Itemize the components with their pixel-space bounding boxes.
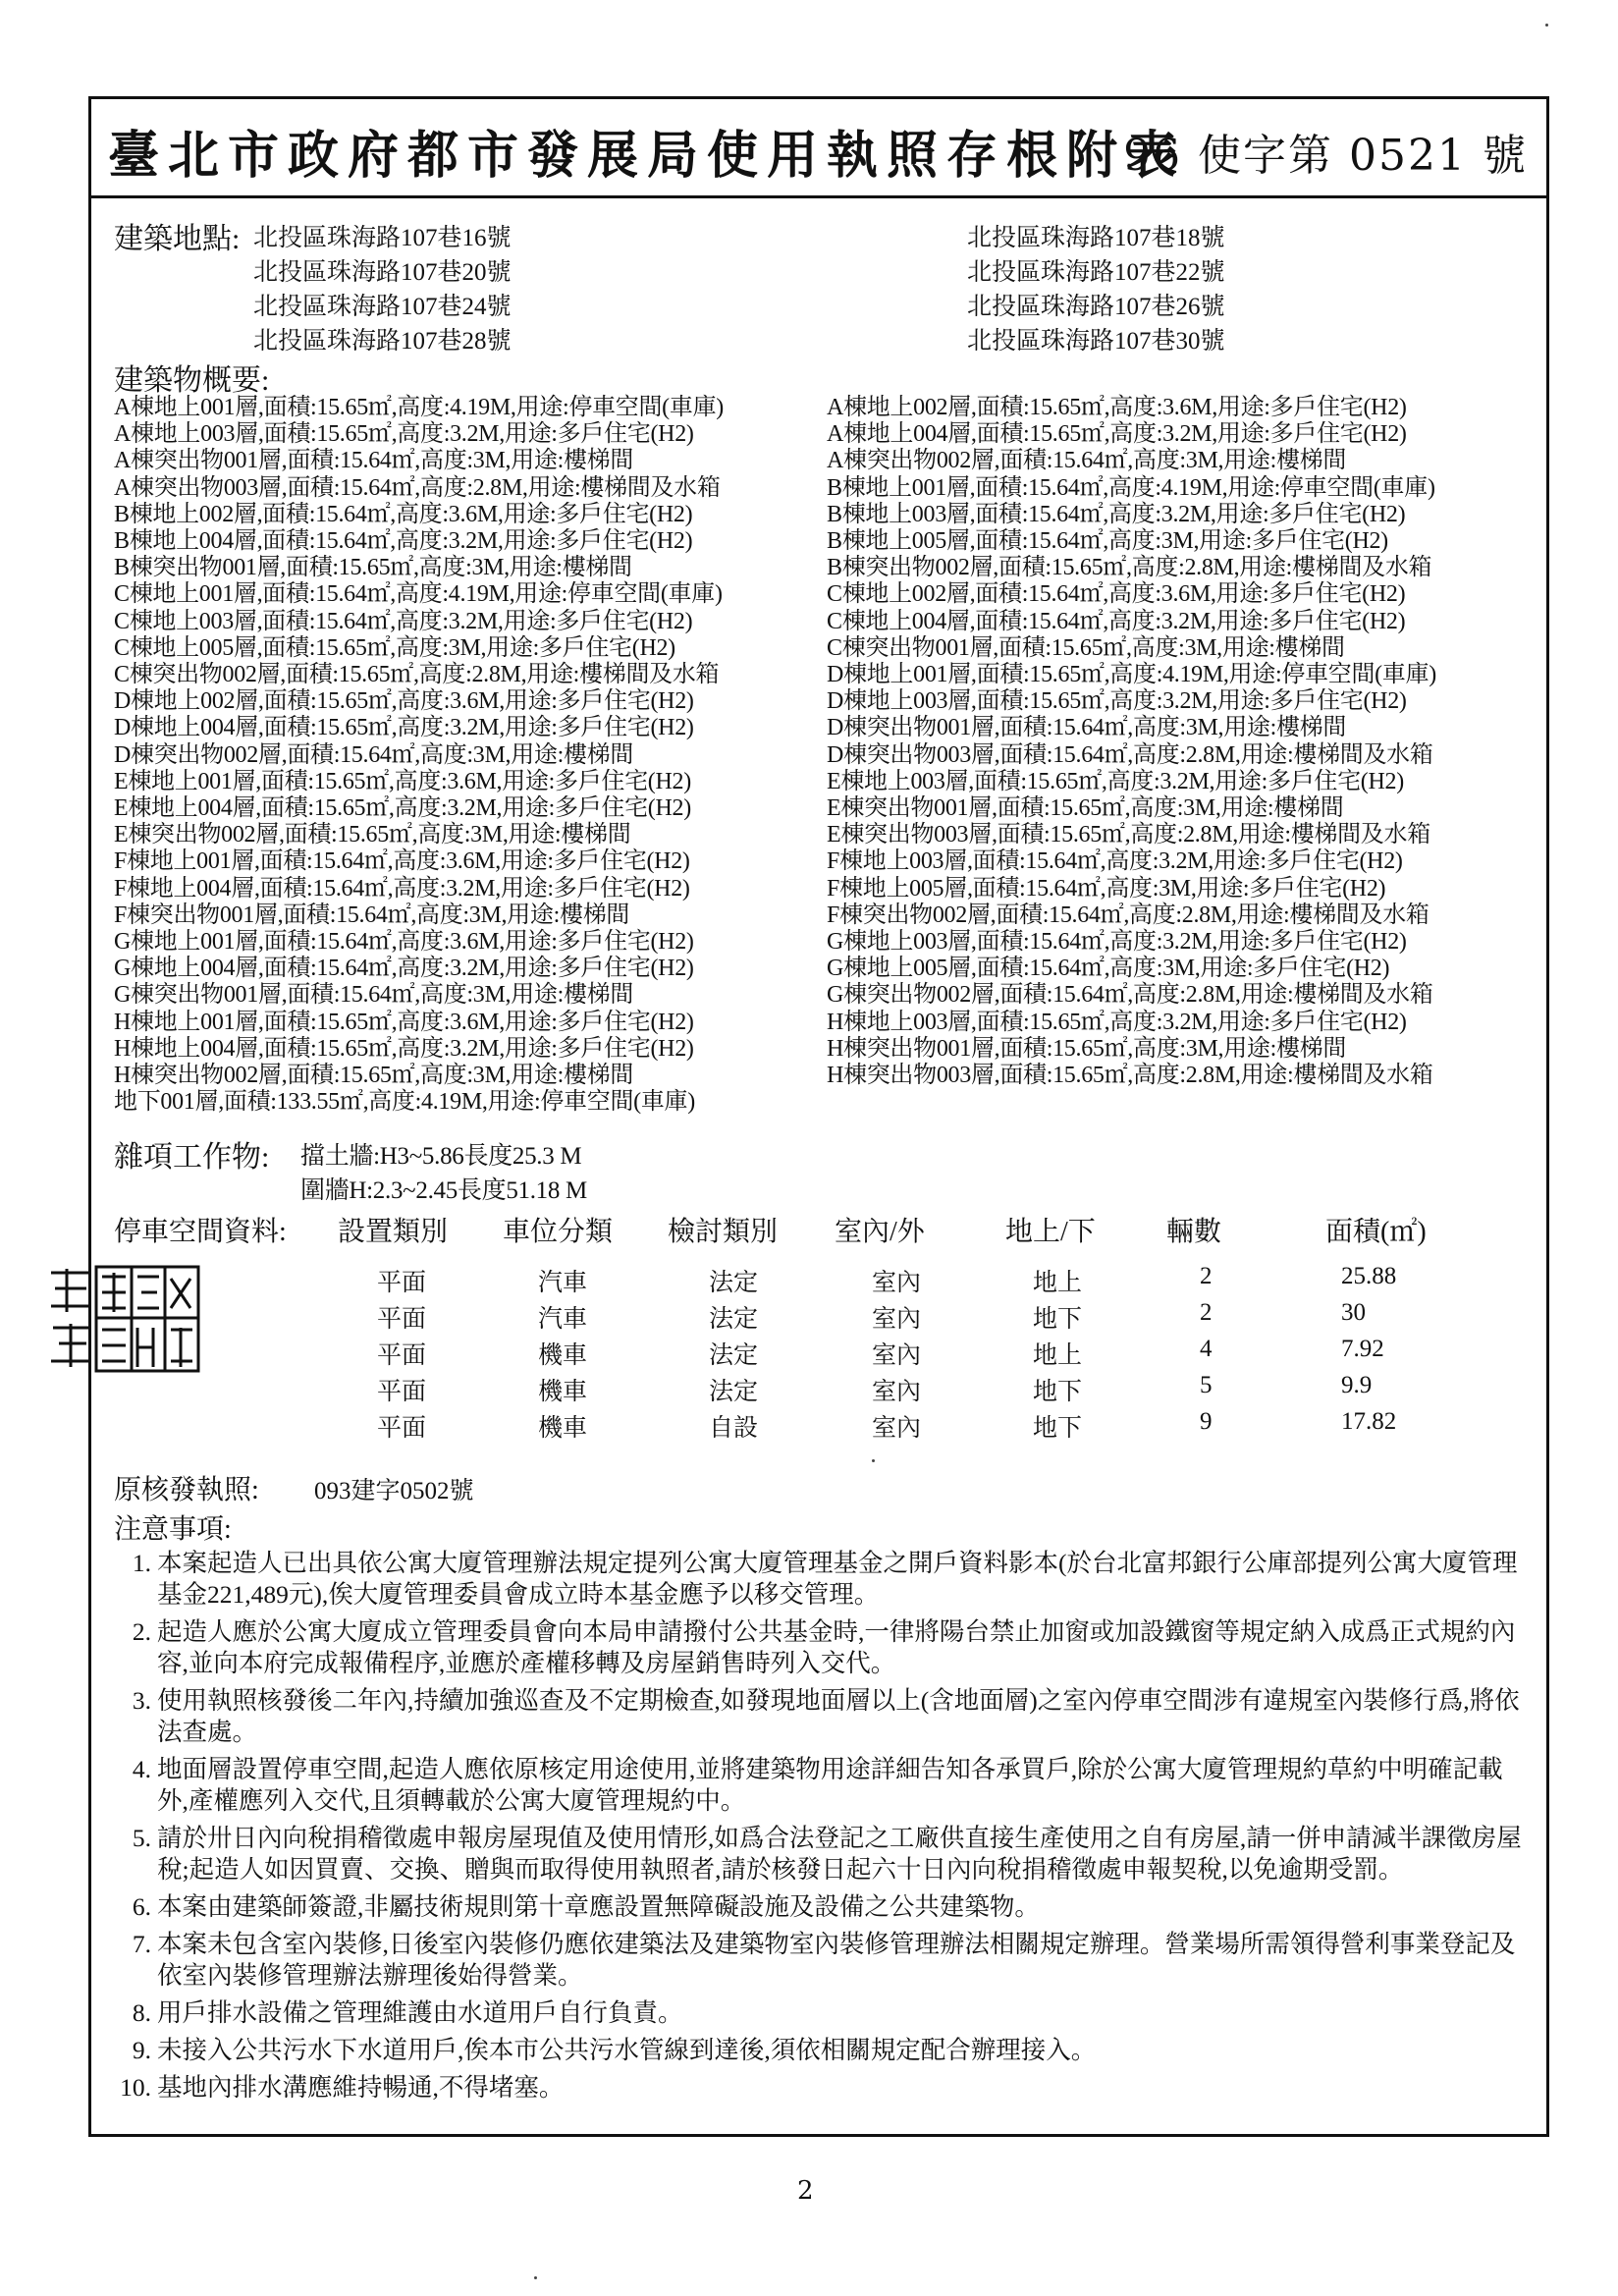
note-text: 地面層設置停車空間,起造人應依原核定用途使用,並將建築物用途詳細告知各承買戶,除於公寓大廈管理規約草約中明確記載外,產權應列入交代,且須轉載於公寓大廈管理規約中。 xyxy=(157,1755,1503,1815)
overview-entry: E棟地上001層,面積:15.65㎡,高度:3.6M,用途:多戶住宅(H2) xyxy=(114,768,691,794)
overview-entry: G棟地上001層,面積:15.64㎡,高度:3.6M,用途:多戶住宅(H2) xyxy=(114,929,694,955)
overview-entry: C棟地上005層,面積:15.65㎡,高度:3M,用途:多戶住宅(H2) xyxy=(114,634,675,661)
overview-entry: D棟地上002層,面積:15.65㎡,高度:3.6M,用途:多戶住宅(H2) xyxy=(114,688,694,715)
parking-cell: 法定 xyxy=(709,1306,759,1333)
overview-entry: C棟突出物002層,面積:15.65㎡,高度:2.8M,用途:樓梯間及水箱 xyxy=(114,662,720,687)
overview-entry: H棟突出物002層,面積:15.65㎡,高度:3M,用途:樓梯間 xyxy=(114,1063,634,1088)
overview-entry: F棟突出物002層,面積:15.64㎡,高度:2.8M,用途:樓梯間及水箱 xyxy=(827,902,1429,928)
parking-cell: 30 xyxy=(1341,1299,1366,1326)
retaining-wall: 擋土牆:H3~5.86長度25.3 M xyxy=(300,1143,582,1170)
overview-entry: D棟突出物001層,面積:15.64㎡,高度:3M,用途:樓梯間 xyxy=(827,715,1347,741)
overview-entry: F棟突出物001層,面積:15.64㎡,高度:3M,用途:樓梯間 xyxy=(114,902,630,928)
overview-entry: D棟地上001層,面積:15.65㎡,高度:4.19M,用途:停車空間(車庫) xyxy=(827,662,1436,687)
parking-cell: 地上 xyxy=(1033,1342,1083,1369)
overview-entry: 地下001層,面積:133.55㎡,高度:4.19M,用途:停車空間(車庫) xyxy=(114,1089,695,1116)
notes-list xyxy=(118,1548,1532,2109)
note-item xyxy=(118,1548,1532,1611)
note-text: 用戶排水設備之管理維護由水道用戶自行負責。 xyxy=(157,1998,683,2027)
overview-entry: F棟地上001層,面積:15.64㎡,高度:3.6M,用途:多戶住宅(H2) xyxy=(114,848,690,875)
overview-entry: B棟地上004層,面積:15.64㎡,高度:3.2M,用途:多戶住宅(H2) xyxy=(114,528,693,554)
parking-cell: 平面 xyxy=(377,1306,427,1333)
overview-entry: B棟地上002層,面積:15.64㎡,高度:3.6M,用途:多戶住宅(H2) xyxy=(114,501,693,527)
overview-entry: A棟地上004層,面積:15.65㎡,高度:3.2M,用途:多戶住宅(H2) xyxy=(827,421,1407,448)
parking-cell: 5 xyxy=(1200,1372,1213,1398)
parking-header: 設置類別 xyxy=(338,1217,449,1247)
overview-entry: E棟突出物003層,面積:15.65㎡,高度:2.8M,用途:樓梯間及水箱 xyxy=(827,822,1430,848)
overview-entry: G棟地上003層,面積:15.64㎡,高度:3.2M,用途:多戶住宅(H2) xyxy=(827,929,1407,955)
overview-entry: A棟突出物001層,面積:15.64㎡,高度:3M,用途:樓梯間 xyxy=(114,448,634,474)
overview-entry: B棟突出物001層,面積:15.65㎡,高度:3M,用途:樓梯間 xyxy=(114,555,632,581)
parking-header: 地上/下 xyxy=(1005,1217,1096,1247)
parking-cell: 室內 xyxy=(872,1415,922,1442)
overview-entry: F棟地上004層,面積:15.64㎡,高度:3.2M,用途:多戶住宅(H2) xyxy=(114,875,690,902)
permit-number: 96 使字第 0521 號 xyxy=(1123,131,1528,181)
note-text: 本案未包含室內裝修,日後室內裝修仍應依建築法及建築物室內裝修管理辦法相關規定辦理。營業場所需領得營利事業登記及依室內裝修管理辦法辦理後始得營業。 xyxy=(157,1930,1516,1990)
overview-entry: B棟突出物002層,面積:15.65㎡,高度:2.8M,用途:樓梯間及水箱 xyxy=(827,555,1432,581)
parking-cell: 法定 xyxy=(709,1270,759,1296)
note-item xyxy=(118,1891,1532,1923)
overview-entry: E棟突出物001層,面積:15.65㎡,高度:3M,用途:樓梯間 xyxy=(827,795,1344,821)
overview-entry: H棟地上003層,面積:15.65㎡,高度:3.2M,用途:多戶住宅(H2) xyxy=(827,1009,1407,1035)
note-item xyxy=(118,1616,1532,1679)
parking-cell: 汽車 xyxy=(538,1270,588,1296)
address-line: 北投區珠海路107巷28號 xyxy=(253,328,512,355)
overview-entry: E棟地上003層,面積:15.65㎡,高度:3.2M,用途:多戶住宅(H2) xyxy=(827,768,1404,794)
overview-entry: D棟地上003層,面積:15.65㎡,高度:3.2M,用途:多戶住宅(H2) xyxy=(827,688,1407,715)
overview-entry: C棟地上001層,面積:15.64㎡,高度:4.19M,用途:停車空間(車庫) xyxy=(114,581,723,608)
scan-speck xyxy=(534,2276,537,2279)
note-text: 基地內排水溝應維持暢通,不得堵塞。 xyxy=(157,2073,565,2102)
note-text: 起造人應於公寓大廈成立管理委員會向本局申請撥付公共基金時,一律將陽台禁止加窗或加設鐵窗等規定納入成爲正式規約內容,並向本府完成報備程序,並應於產權移轉及房屋銷售時列入交代。 xyxy=(157,1617,1516,1677)
parking-header: 檢討類別 xyxy=(668,1217,779,1247)
note-text: 使用執照核發後二年內,持續加強巡查及不定期檢查,如發現地面層以上(含地面層)之室內停車空間涉有違規室內裝修行爲,將依法查處。 xyxy=(157,1686,1520,1746)
overview-entry: B棟地上001層,面積:15.64㎡,高度:4.19M,用途:停車空間(車庫) xyxy=(827,474,1435,501)
parking-cell: 地上 xyxy=(1033,1270,1083,1296)
notes-label: 注意事項: xyxy=(114,1514,232,1545)
overview-label: 建築物概要: xyxy=(114,364,270,397)
parking-cell: 2 xyxy=(1200,1299,1213,1326)
note-number: 2. xyxy=(132,1617,151,1646)
parking-cell: 平面 xyxy=(377,1342,427,1369)
overview-entry: D棟地上004層,面積:15.65㎡,高度:3.2M,用途:多戶住宅(H2) xyxy=(114,715,694,741)
address-label: 建築地點: xyxy=(114,223,241,255)
overview-entry: E棟突出物002層,面積:15.65㎡,高度:3M,用途:樓梯間 xyxy=(114,822,631,848)
overview-entry: C棟地上004層,面積:15.64㎡,高度:3.2M,用途:多戶住宅(H2) xyxy=(827,608,1406,634)
parking-label: 停車空間資料: xyxy=(114,1217,287,1247)
note-number: 1. xyxy=(132,1549,151,1577)
scan-speck xyxy=(872,1459,875,1462)
parking-cell: 9.9 xyxy=(1341,1372,1373,1398)
overview-entry: F棟地上005層,面積:15.64㎡,高度:3M,用途:多戶住宅(H2) xyxy=(827,875,1386,902)
parking-header: 面積(㎡) xyxy=(1325,1217,1427,1247)
overview-entry: D棟突出物002層,面積:15.64㎡,高度:3M,用途:樓梯間 xyxy=(114,741,634,768)
address-line: 北投區珠海路107巷20號 xyxy=(253,259,512,286)
parking-cell: 室內 xyxy=(872,1270,922,1296)
note-text: 未接入公共污水下水道用戶,俟本市公共污水管線到達後,須依相關規定配合辦理接入。 xyxy=(157,2036,1097,2064)
note-number: 4. xyxy=(132,1755,151,1783)
parking-cell: 法定 xyxy=(709,1342,759,1369)
parking-cell: 4 xyxy=(1200,1336,1213,1362)
overview-entry: G棟突出物002層,面積:15.64㎡,高度:2.8M,用途:樓梯間及水箱 xyxy=(827,982,1433,1009)
parking-cell: 機車 xyxy=(538,1379,588,1405)
parking-cell: 平面 xyxy=(377,1379,427,1405)
overview-entry: H棟地上004層,面積:15.65㎡,高度:3.2M,用途:多戶住宅(H2) xyxy=(114,1035,694,1062)
note-number: 3. xyxy=(132,1686,151,1715)
overview-entry: G棟地上004層,面積:15.64㎡,高度:3.2M,用途:多戶住宅(H2) xyxy=(114,956,694,982)
parking-cell: 室內 xyxy=(872,1306,922,1333)
address-line: 北投區珠海路107巷16號 xyxy=(253,225,512,251)
note-number: 6. xyxy=(132,1892,151,1921)
parking-cell: 地下 xyxy=(1033,1379,1083,1405)
parking-cell: 自設 xyxy=(709,1415,759,1442)
address-line: 北投區珠海路107巷24號 xyxy=(253,294,512,320)
overview-entry: C棟地上003層,面積:15.64㎡,高度:3.2M,用途:多戶住宅(H2) xyxy=(114,608,693,634)
scan-speck xyxy=(1545,24,1548,27)
note-item xyxy=(118,2035,1532,2066)
overview-entry: A棟突出物002層,面積:15.64㎡,高度:3M,用途:樓梯間 xyxy=(827,448,1347,474)
parking-header: 車位分類 xyxy=(503,1217,614,1247)
overview-entry: D棟突出物003層,面積:15.64㎡,高度:2.8M,用途:樓梯間及水箱 xyxy=(827,741,1433,768)
overview-entry: F棟地上003層,面積:15.64㎡,高度:3.2M,用途:多戶住宅(H2) xyxy=(827,848,1403,875)
note-item xyxy=(118,1929,1532,1992)
page-title: 臺北市政府都市發展局使用執照存根附表 xyxy=(108,126,1187,186)
parking-cell: 機車 xyxy=(538,1342,588,1369)
overview-entry: H棟地上001層,面積:15.65㎡,高度:3.6M,用途:多戶住宅(H2) xyxy=(114,1009,694,1035)
official-seal xyxy=(43,1259,204,1377)
title-bar xyxy=(88,96,1549,198)
note-text: 本案由建築師簽證,非屬技術規則第十章應設置無障礙設施及設備之公共建築物。 xyxy=(157,1892,1040,1921)
note-item xyxy=(118,2072,1532,2104)
address-line: 北投區珠海路107巷18號 xyxy=(967,225,1225,251)
parking-cell: 25.88 xyxy=(1341,1263,1397,1289)
parking-cell: 17.82 xyxy=(1341,1408,1397,1435)
parking-cell: 平面 xyxy=(377,1415,427,1442)
overview-entry: A棟地上002層,面積:15.65㎡,高度:3.6M,用途:多戶住宅(H2) xyxy=(827,395,1407,420)
overview-entry: A棟突出物003層,面積:15.64㎡,高度:2.8M,用途:樓梯間及水箱 xyxy=(114,474,721,501)
overview-entry: A棟地上003層,面積:15.65㎡,高度:3.2M,用途:多戶住宅(H2) xyxy=(114,421,694,448)
parking-header: 室內/外 xyxy=(835,1217,925,1247)
note-number: 10. xyxy=(120,2073,151,2102)
overview-entry: E棟地上004層,面積:15.65㎡,高度:3.2M,用途:多戶住宅(H2) xyxy=(114,795,691,821)
overview-entry: C棟地上002層,面積:15.64㎡,高度:3.6M,用途:多戶住宅(H2) xyxy=(827,581,1406,608)
note-number: 9. xyxy=(132,2036,151,2064)
page-number: 2 xyxy=(797,2176,814,2206)
overview-entry: B棟地上003層,面積:15.64㎡,高度:3.2M,用途:多戶住宅(H2) xyxy=(827,501,1406,527)
misc-label: 雜項工作物: xyxy=(114,1141,270,1174)
parking-cell: 7.92 xyxy=(1341,1336,1384,1362)
note-number: 7. xyxy=(132,1930,151,1958)
overview-entry: B棟地上005層,面積:15.64㎡,高度:3M,用途:多戶住宅(H2) xyxy=(827,528,1388,554)
original-permit-label: 原核發執照: xyxy=(114,1475,259,1505)
parking-cell: 法定 xyxy=(709,1379,759,1405)
note-text: 請於卅日內向稅捐稽徵處申報房屋現值及使用情形,如爲合法登記之工廠供直接生產使用之自有房屋,請一併申請減半課徵房屋稅;起造人如因買賣、交換、贈與而取得使用執照者,請於核發日起六十日內向稅捐稽徵處申報契稅,以免逾期受罰。 xyxy=(157,1824,1522,1884)
parking-cell: 汽車 xyxy=(538,1306,588,1333)
note-number: 5. xyxy=(132,1824,151,1852)
parking-cell: 室內 xyxy=(872,1379,922,1405)
overview-entry: C棟突出物001層,面積:15.65㎡,高度:3M,用途:樓梯間 xyxy=(827,634,1345,661)
note-text: 本案起造人已出具依公寓大廈管理辦法規定提列公寓大廈管理基金之開戶資料影本(於台北富邦銀行公庫部提列公寓大廈管理基金221,489元),俟大廈管理委員會成立時本基金應予以移交管理。 xyxy=(157,1549,1518,1609)
original-permit-value: 093建字0502號 xyxy=(314,1478,474,1504)
parking-cell: 室內 xyxy=(872,1342,922,1369)
note-item xyxy=(118,1997,1532,2029)
note-item xyxy=(118,1685,1532,1748)
note-item xyxy=(118,1823,1532,1886)
overview-entry: A棟地上001層,面積:15.65㎡,高度:4.19M,用途:停車空間(車庫) xyxy=(114,395,724,420)
parking-cell: 9 xyxy=(1200,1408,1213,1435)
parking-cell: 機車 xyxy=(538,1415,588,1442)
overview-entry: G棟地上005層,面積:15.64㎡,高度:3M,用途:多戶住宅(H2) xyxy=(827,956,1390,982)
note-number: 8. xyxy=(132,1998,151,2027)
note-item xyxy=(118,1754,1532,1817)
fence: 圍牆H:2.3~2.45長度51.18 M xyxy=(300,1177,587,1204)
parking-header: 輛數 xyxy=(1166,1217,1222,1247)
overview-entry: G棟突出物001層,面積:15.64㎡,高度:3M,用途:樓梯間 xyxy=(114,982,634,1009)
parking-cell: 平面 xyxy=(377,1270,427,1296)
parking-cell: 地下 xyxy=(1033,1415,1083,1442)
overview-entry: H棟突出物001層,面積:15.65㎡,高度:3M,用途:樓梯間 xyxy=(827,1035,1347,1062)
parking-cell: 地下 xyxy=(1033,1306,1083,1333)
address-line: 北投區珠海路107巷26號 xyxy=(967,294,1225,320)
address-line: 北投區珠海路107巷30號 xyxy=(967,328,1225,355)
parking-cell: 2 xyxy=(1200,1263,1213,1289)
overview-entry: H棟突出物003層,面積:15.65㎡,高度:2.8M,用途:樓梯間及水箱 xyxy=(827,1063,1433,1088)
address-line: 北投區珠海路107巷22號 xyxy=(967,259,1225,286)
